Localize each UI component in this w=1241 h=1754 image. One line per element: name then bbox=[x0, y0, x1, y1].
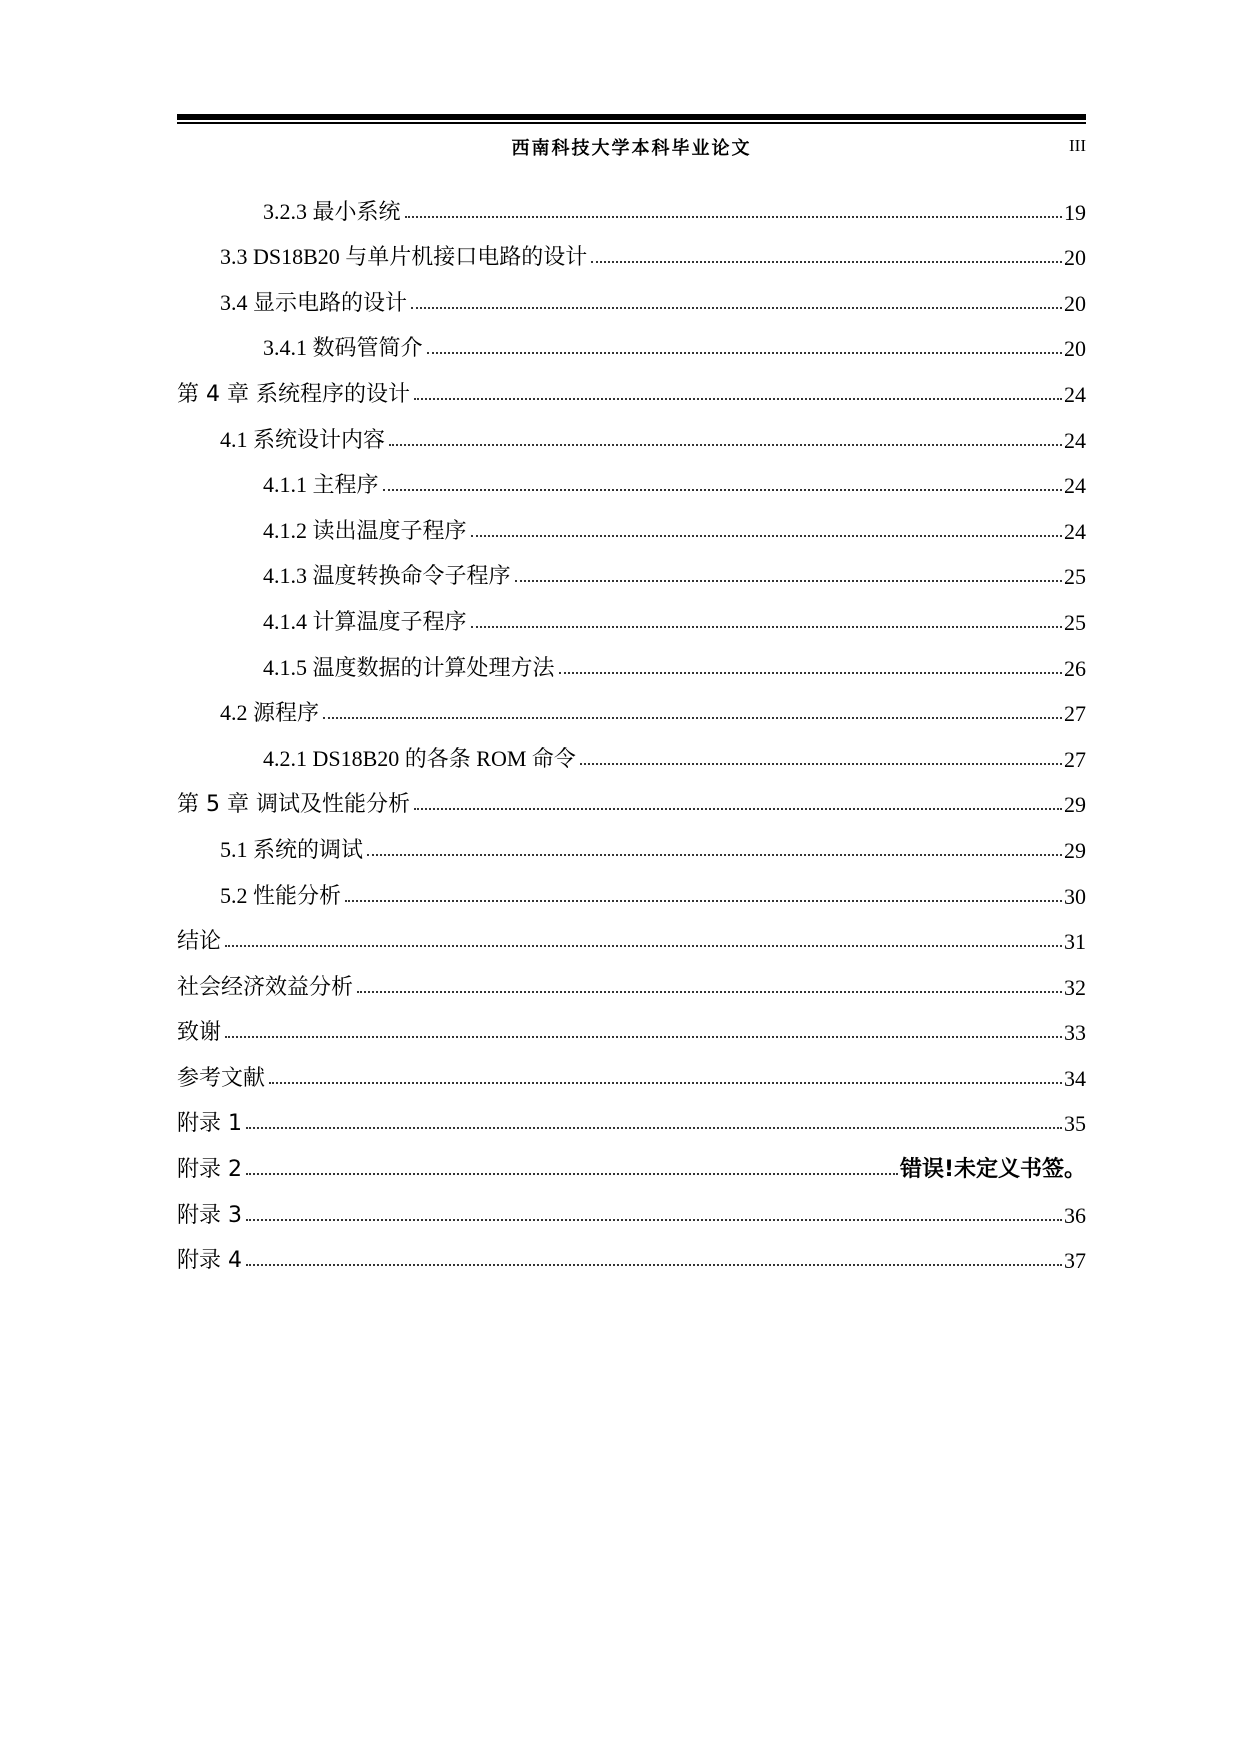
toc-entry[interactable] bbox=[177, 1229, 1086, 1275]
toc-entry[interactable] bbox=[177, 682, 1086, 728]
toc-entry[interactable] bbox=[177, 180, 1086, 226]
toc-leader-dots bbox=[246, 1219, 1062, 1221]
toc-entry[interactable] bbox=[177, 271, 1086, 317]
toc-entry-label: 第 5 章 调试及性能分析 bbox=[177, 792, 410, 818]
toc-entry-label: 第 4 章 系统程序的设计 bbox=[177, 381, 410, 407]
toc-entry-page: 24 bbox=[1064, 518, 1086, 544]
toc-entry-error: 错误!未定义书签。 bbox=[899, 1157, 1086, 1183]
toc-entry-label: 附录 2 bbox=[177, 1157, 242, 1183]
toc-leader-dots bbox=[269, 1082, 1062, 1084]
toc-entry[interactable] bbox=[177, 408, 1086, 454]
toc-entry-page: 24 bbox=[1064, 427, 1086, 453]
toc-entry[interactable] bbox=[177, 727, 1086, 773]
toc-leader-dots bbox=[405, 216, 1062, 218]
toc-leader-dots bbox=[414, 808, 1062, 810]
toc-entry-label: 4.1.2 读出温度子程序 bbox=[263, 517, 467, 543]
toc-entry-label: 附录 3 bbox=[177, 1202, 242, 1228]
toc-leader-dots bbox=[323, 717, 1062, 719]
toc-leader-dots bbox=[246, 1173, 898, 1175]
toc-entry-page: 26 bbox=[1064, 655, 1086, 681]
toc-entry-page: 19 bbox=[1064, 199, 1086, 225]
toc-entry-label: 4.2 源程序 bbox=[220, 700, 320, 726]
toc-entry-page: 25 bbox=[1064, 609, 1086, 635]
toc-entry-page: 37 bbox=[1064, 1248, 1086, 1274]
toc-leader-dots bbox=[367, 854, 1062, 856]
header-rule-thick bbox=[177, 114, 1086, 120]
toc-entry-page: 36 bbox=[1064, 1202, 1086, 1228]
toc-entry-page: 35 bbox=[1064, 1111, 1086, 1137]
toc-leader-dots bbox=[591, 261, 1062, 263]
toc-entry[interactable] bbox=[177, 590, 1086, 636]
toc-leader-dots bbox=[357, 991, 1062, 993]
toc-entry-page: 30 bbox=[1064, 883, 1086, 909]
toc-entry-label: 4.1.3 温度转换命令子程序 bbox=[263, 563, 511, 589]
toc-entry-page: 33 bbox=[1064, 1020, 1086, 1046]
toc-entry-page: 31 bbox=[1064, 929, 1086, 955]
toc-leader-dots bbox=[383, 489, 1062, 491]
toc-entry-label: 4.1 系统设计内容 bbox=[220, 426, 386, 452]
toc-entry-label: 4.2.1 DS18B20 的各条 ROM 命令 bbox=[263, 745, 576, 771]
toc-entry[interactable] bbox=[177, 1046, 1086, 1092]
toc-entry-label: 3.2.3 最小系统 bbox=[263, 198, 401, 224]
toc-entry-label: 3.4.1 数码管简介 bbox=[263, 335, 423, 361]
table-of-contents bbox=[177, 180, 1086, 1274]
toc-entry-label: 3.3 DS18B20 与单片机接口电路的设计 bbox=[220, 244, 588, 270]
toc-entry-label: 社会经济效益分析 bbox=[177, 974, 354, 1000]
toc-leader-dots bbox=[225, 1036, 1062, 1038]
toc-leader-dots bbox=[345, 900, 1062, 902]
header-rule-thin bbox=[177, 122, 1086, 124]
toc-entry-page: 24 bbox=[1064, 381, 1086, 407]
toc-leader-dots bbox=[580, 763, 1062, 765]
toc-leader-dots bbox=[246, 1264, 1062, 1266]
toc-leader-dots bbox=[225, 945, 1062, 947]
toc-entry[interactable] bbox=[177, 955, 1086, 1001]
toc-entry-label: 4.1.4 计算温度子程序 bbox=[263, 608, 467, 634]
toc-entry[interactable] bbox=[177, 864, 1086, 910]
toc-entry-label: 5.1 系统的调试 bbox=[220, 836, 364, 862]
toc-entry-label: 附录 1 bbox=[177, 1111, 242, 1137]
toc-entry[interactable] bbox=[177, 499, 1086, 545]
header-page-number: III bbox=[1069, 136, 1086, 155]
toc-entry-page: 29 bbox=[1064, 837, 1086, 863]
toc-leader-dots bbox=[427, 352, 1062, 354]
toc-leader-dots bbox=[471, 626, 1062, 628]
toc-entry[interactable] bbox=[177, 454, 1086, 500]
toc-entry-label: 附录 4 bbox=[177, 1248, 242, 1274]
toc-entry-page: 27 bbox=[1064, 701, 1086, 727]
toc-entry-label: 致谢 bbox=[177, 1020, 222, 1046]
toc-leader-dots bbox=[559, 672, 1062, 674]
toc-entry-label: 5.2 性能分析 bbox=[220, 882, 342, 908]
toc-leader-dots bbox=[246, 1127, 1062, 1129]
toc-entry-page: 25 bbox=[1064, 564, 1086, 590]
toc-entry-page: 20 bbox=[1064, 245, 1086, 271]
header-title: 西南科技大学本科毕业论文 bbox=[511, 138, 752, 159]
toc-entry-page: 27 bbox=[1064, 746, 1086, 772]
toc-entry-label: 3.4 显示电路的设计 bbox=[220, 289, 408, 315]
toc-entry-page: 20 bbox=[1064, 290, 1086, 316]
toc-entry[interactable] bbox=[177, 362, 1086, 408]
toc-entry[interactable] bbox=[177, 636, 1086, 682]
toc-entry[interactable] bbox=[177, 773, 1086, 819]
toc-entry-page: 34 bbox=[1064, 1065, 1086, 1091]
toc-entry[interactable] bbox=[177, 545, 1086, 591]
toc-entry[interactable] bbox=[177, 910, 1086, 956]
toc-entry[interactable] bbox=[177, 1137, 1086, 1183]
toc-entry-label: 参考文献 bbox=[177, 1065, 266, 1091]
toc-entry-page: 29 bbox=[1064, 792, 1086, 818]
toc-entry-page: 32 bbox=[1064, 974, 1086, 1000]
toc-leader-dots bbox=[411, 307, 1062, 309]
toc-entry[interactable] bbox=[177, 1183, 1086, 1229]
toc-leader-dots bbox=[515, 580, 1062, 582]
toc-leader-dots bbox=[414, 398, 1062, 400]
toc-entry-page: 20 bbox=[1064, 336, 1086, 362]
toc-entry[interactable] bbox=[177, 818, 1086, 864]
toc-entry[interactable] bbox=[177, 1001, 1086, 1047]
toc-entry-page: 24 bbox=[1064, 473, 1086, 499]
toc-entry[interactable] bbox=[177, 317, 1086, 363]
toc-leader-dots bbox=[471, 535, 1062, 537]
toc-leader-dots bbox=[389, 444, 1062, 446]
toc-entry-label: 4.1.5 温度数据的计算处理方法 bbox=[263, 654, 555, 680]
toc-entry-label: 结论 bbox=[177, 929, 222, 955]
toc-entry[interactable] bbox=[177, 226, 1086, 272]
toc-entry-label: 4.1.1 主程序 bbox=[263, 472, 379, 498]
toc-entry[interactable] bbox=[177, 1092, 1086, 1138]
